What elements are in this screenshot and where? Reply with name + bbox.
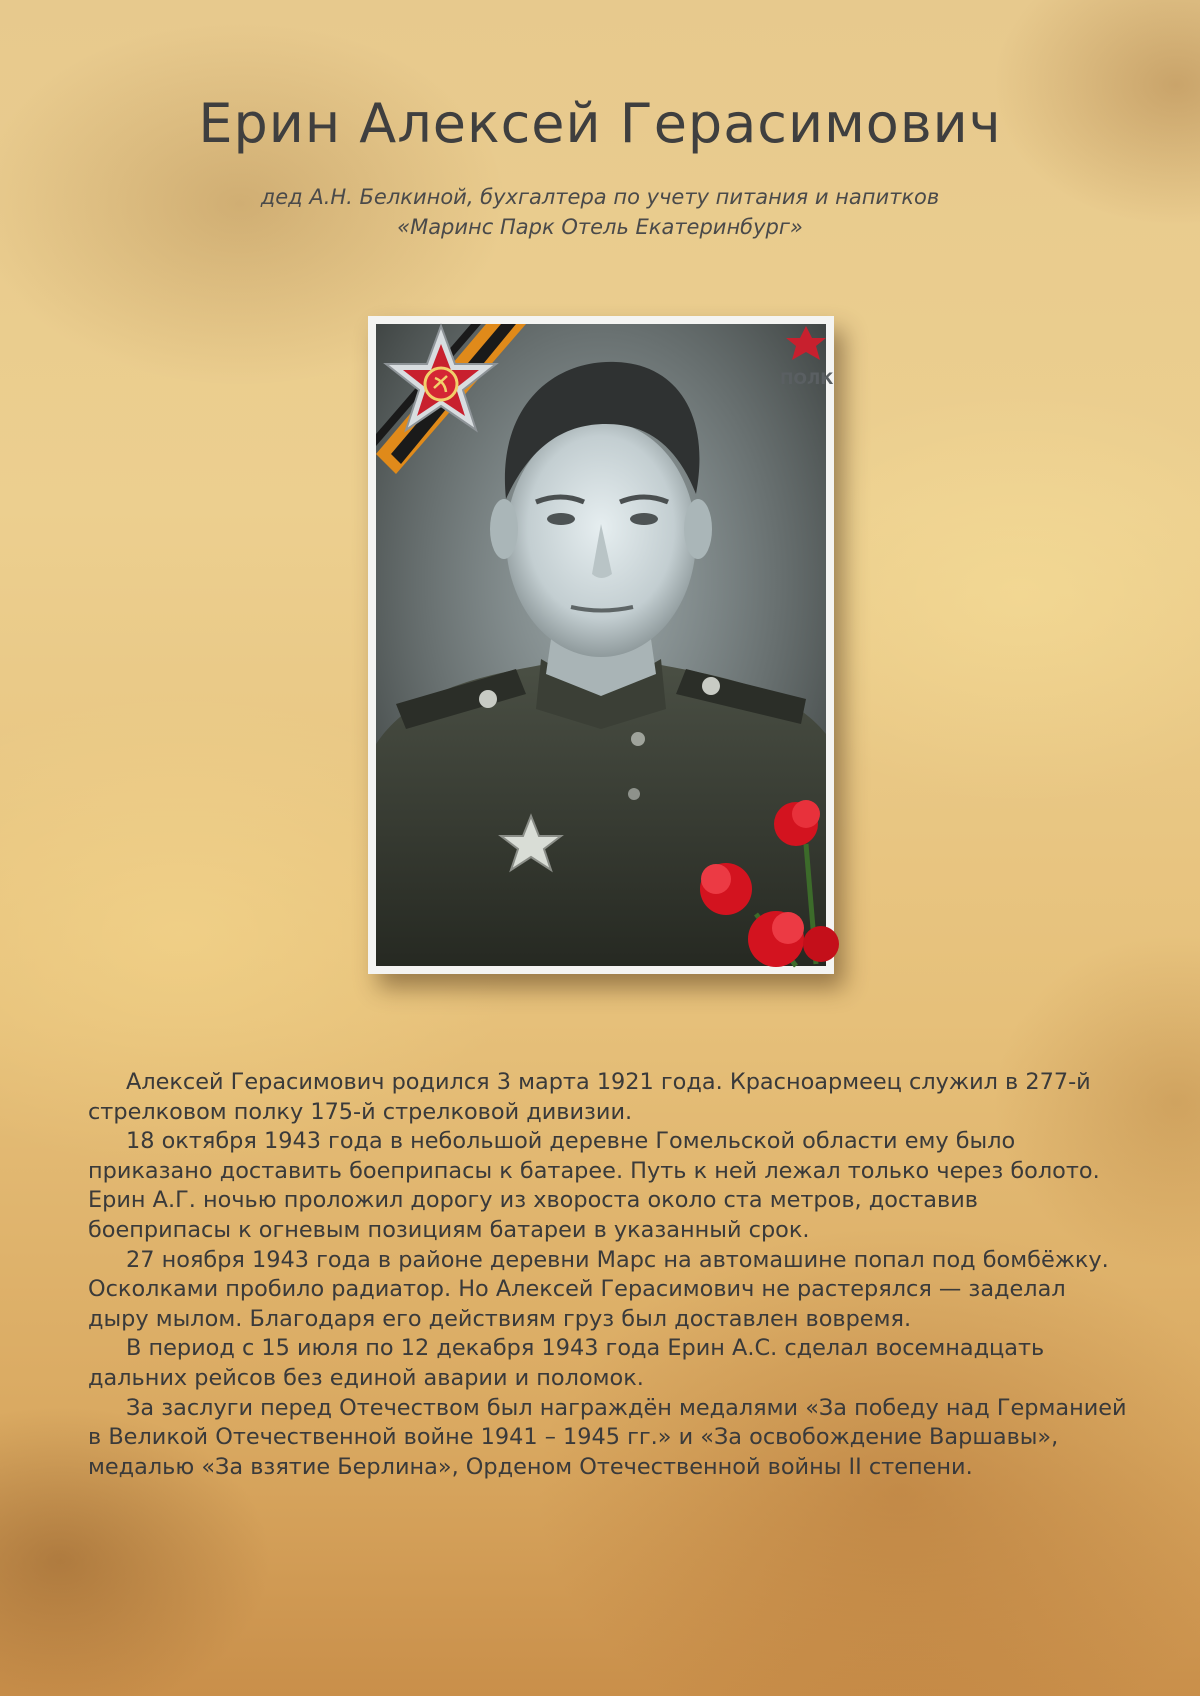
subtitle-relation: дед А.Н. Белкиной, бухгалтера по учету питания и напитков [260,185,940,209]
page-title: Ерин Алексей Герасимович [198,92,1002,155]
portrait-photo [376,324,834,966]
biography-paragraph-2: 18 октября 1943 года в небольшой деревне Гомельской области ему было приказано доставить боеприпасы к батарее. Путь к ней лежал только через болото. Ерин А.Г. ночью проложил дорогу из хвороста около ста метров, доставив боеприпасы к огневым позициям батареи в указанный срок. [88,1128,1100,1243]
soldier-portrait [376,324,834,966]
biography-paragraph-5: За заслуги перед Отечеством был награждён медалями «За победу над Германией в Великой Отечественной войне 1941 – 1945 гг.» и «За освобождение Варшавы», медалью «За взятие Берлина», Орденом Отечественной войны II степени. [88,1394,1127,1480]
portrait-frame [368,316,834,974]
logo-text: ПОЛК [780,369,834,388]
biography-paragraph-3: 27 ноября 1943 года в районе деревни Марс на автомашине попал под бомбёжку. Осколками пробило радиатор. Но Алексей Герасимович не растерялся — заделал дыру мылом. Благодаря его действиям груз был доставлен вовремя. [88,1246,1109,1332]
subtitle-hotel: «Маринс Парк Отель Екатеринбург» [397,215,803,239]
biography-paragraph-1: Алексей Герасимович родился 3 марта 1921 года. Красноармеец служил в 277-й стрелковом полку 175-й стрелковой дивизии. [88,1069,1091,1125]
subtitle [0,182,1200,242]
biography [88,1068,1128,1482]
biography-paragraph-4: В период с 15 июля по 12 декабря 1943 года Ерин А.С. сделал восемнадцать дальних рейсов без единой аварии и поломок. [88,1335,1045,1391]
